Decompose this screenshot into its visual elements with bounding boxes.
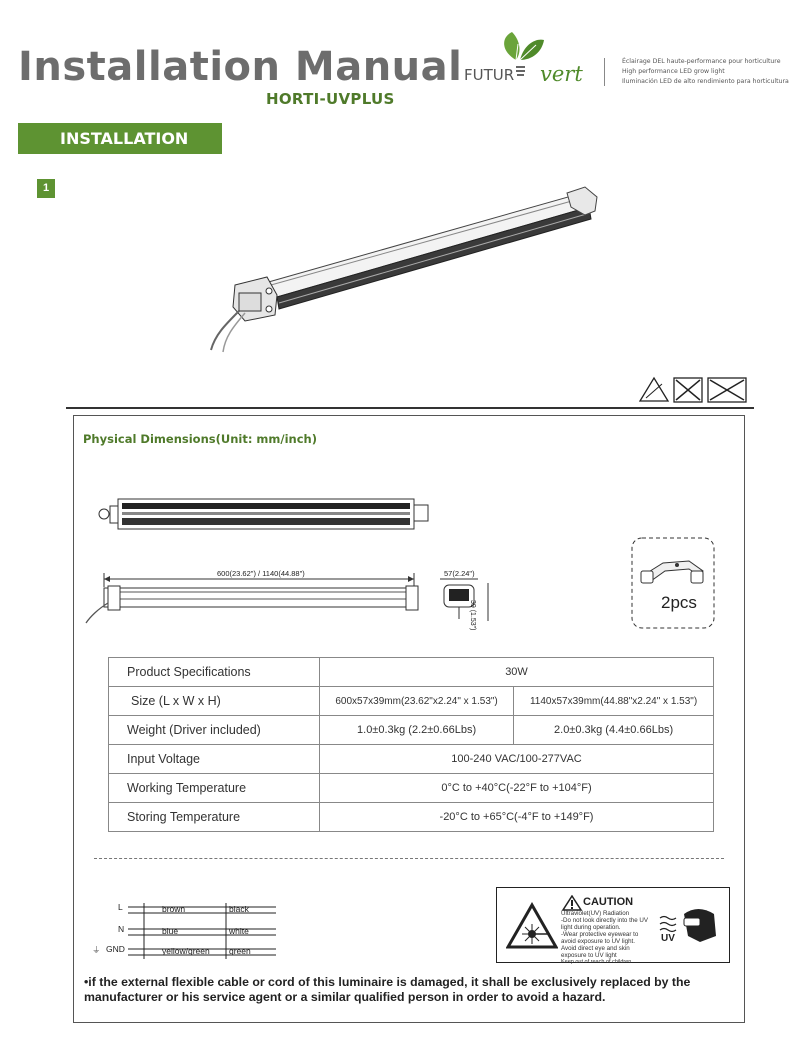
- wire-color: yellow/green: [162, 946, 210, 956]
- top-view-drawing: [96, 492, 436, 532]
- laser-warning-icon: [506, 902, 558, 950]
- wire-color: white: [229, 926, 249, 936]
- caution-line: Keep out of reach of children: [561, 959, 632, 965]
- luminaire-illustration: [205, 185, 605, 355]
- caution-line: -Wear protective eyewear to: [561, 931, 639, 938]
- caution-triangle-icon: [562, 895, 582, 911]
- wire-terminal: N: [118, 924, 125, 934]
- wire-color: brown: [162, 904, 186, 914]
- no-cover-icon: [640, 378, 668, 401]
- ground-icon: ⏚: [92, 945, 101, 955]
- wire-terminal: L: [118, 902, 123, 912]
- brand-divider: [604, 58, 605, 86]
- table-row: [109, 803, 714, 832]
- caution-title: CAUTION: [583, 896, 634, 908]
- spec-value: 600x57x39mm(23.62"x2.24" x 1.53"): [320, 687, 514, 716]
- table-row: [109, 716, 714, 745]
- uv-label: UV: [661, 933, 675, 944]
- brand-left-text: FUTUR: [464, 66, 515, 84]
- divider: [66, 407, 754, 409]
- spec-value: 1.0±0.3kg (2.2±0.66Lbs): [320, 716, 514, 745]
- step-number: 1: [37, 179, 55, 198]
- wire-terminal: GND: [106, 944, 125, 954]
- manual-title: Installation Manual: [18, 44, 463, 90]
- table-row: [109, 774, 714, 803]
- spec-label: Storing Temperature: [109, 803, 320, 832]
- tagline-en: High performance LED grow light: [622, 68, 725, 75]
- mounting-clips-box: [631, 537, 715, 629]
- height-dimension: 39 (1.53"): [469, 600, 476, 631]
- caution-line: light during operation.: [561, 924, 621, 931]
- spec-label: Product Specifications: [109, 658, 320, 687]
- spec-label: Input Voltage: [109, 745, 320, 774]
- product-model: HORTI-UVPLUS: [266, 90, 395, 108]
- spec-label: Weight (Driver included): [109, 716, 320, 745]
- spec-label: Size (L x W x H): [109, 687, 320, 716]
- spec-value: 2.0±0.3kg (4.4±0.66Lbs): [514, 716, 714, 745]
- wire-color: blue: [162, 926, 179, 936]
- clips-quantity: 2pcs: [661, 593, 697, 612]
- warning-icons: [638, 374, 748, 404]
- table-row: [109, 745, 714, 774]
- table-row: [109, 687, 714, 716]
- spec-value: 0°C to +40°C(-22°F to +104°F): [320, 774, 714, 803]
- spec-value: 30W: [320, 658, 714, 687]
- brand-right-text: vert: [540, 62, 583, 86]
- table-row: [109, 658, 714, 687]
- caution-line: Avoid direct eye and skin: [561, 945, 630, 952]
- spec-table: [108, 657, 714, 832]
- tagline-fr: Éclairage DEL haute-performance pour horticulture: [622, 58, 781, 65]
- wire-color: green: [229, 946, 251, 956]
- caution-line: avoid exposure to UV light.: [561, 938, 635, 945]
- tagline-es: Iluminación LED de alto rendimiento para horticultura: [622, 78, 789, 85]
- spec-value: 1140x57x39mm(44.88"x2.24" x 1.53"): [514, 687, 714, 716]
- wire-color: black: [229, 904, 249, 914]
- dashed-divider: [94, 858, 724, 859]
- length-dimension: 600(23.62") / 1140(44.88"): [217, 569, 305, 578]
- caution-line: -Do not look directly into the UV: [561, 917, 649, 924]
- spec-label: Working Temperature: [109, 774, 320, 803]
- cable-replacement-notice: •if the external flexible cable or cord of this luminaire is damaged, it shall be exclusively replaced by the manufacturer or his service agent or a similar qualified person in order to avoid a hazard.: [84, 975, 691, 1004]
- spec-value: -20°C to +65°C(-4°F to +149°F): [320, 803, 714, 832]
- section-heading: INSTALLATION: [18, 123, 222, 154]
- brand-logo: [462, 30, 597, 90]
- caution-line: Ultraviolet(UV) Radiation: [561, 910, 630, 917]
- spec-value: 100-240 VAC/100-277VAC: [320, 745, 714, 774]
- physical-dimensions-title: Physical Dimensions(Unit: mm/inch): [83, 432, 317, 446]
- caution-line: exposure to UV light: [561, 952, 617, 959]
- width-dimension: 57(2.24"): [444, 569, 475, 578]
